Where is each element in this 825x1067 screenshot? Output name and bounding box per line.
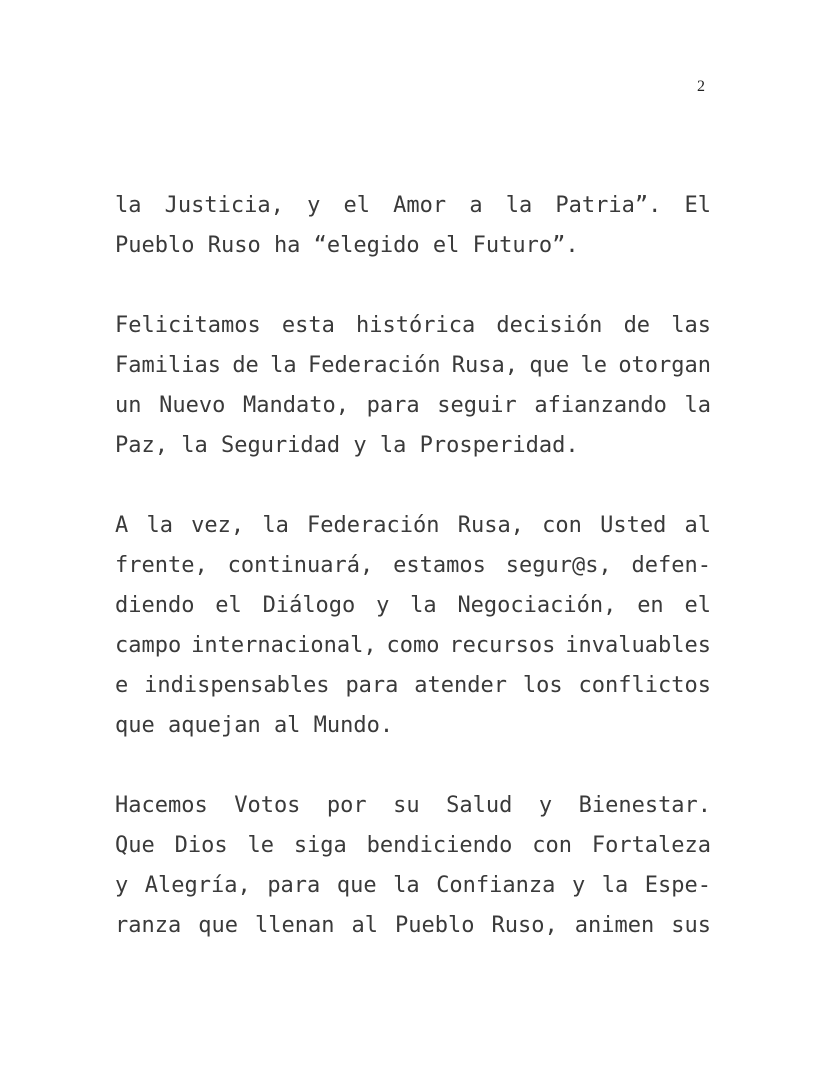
text-line: frente, continuará, estamos segur@s, defen- [115, 553, 712, 578]
text-line: Familias de la Federación Rusa, que le otorgan [115, 353, 712, 378]
text-line: Felicitamos esta histórica decisión de las [115, 313, 711, 338]
text-line: la Justicia, y el Amor a la Patria”. El [115, 193, 712, 218]
paragraph-3 [115, 506, 711, 746]
text-line: e indispensables para atender los conflictos [115, 673, 711, 698]
text-line: Hacemos Votos por su Salud y Bienestar. [115, 793, 712, 818]
paragraph-2 [115, 306, 711, 466]
text-line: campo internacional, como recursos invaluables [115, 633, 712, 658]
paragraph-4 [115, 786, 711, 946]
letter-body [115, 186, 711, 986]
text-line: Que Dios le siga bendiciendo con Fortaleza [115, 833, 712, 858]
page-number: 2 [697, 78, 705, 95]
text-line: un Nuevo Mandato, para seguir afianzando la [115, 393, 711, 418]
text-line: Paz, la Seguridad y la Prosperidad. [115, 433, 579, 458]
paragraph-1 [115, 186, 711, 266]
text-line: Pueblo Ruso ha “elegido el Futuro”. [115, 233, 579, 258]
text-line: diendo el Diálogo y la Negociación, en el [115, 593, 711, 618]
text-line: ranza que llenan al Pueblo Ruso, animen sus [115, 913, 712, 938]
text-line: que aquejan al Mundo. [115, 713, 394, 738]
text-line: y Alegría, para que la Confianza y la Espe- [115, 873, 712, 898]
text-line: A la vez, la Federación Rusa, con Usted al [115, 513, 712, 538]
